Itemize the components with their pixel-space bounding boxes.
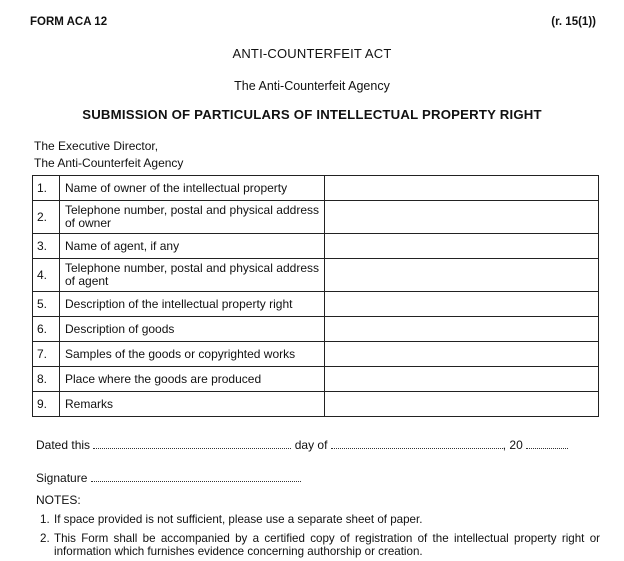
table-row xyxy=(33,367,599,392)
table-row xyxy=(33,342,599,367)
particulars-table xyxy=(32,175,599,417)
note-number: 1. xyxy=(40,513,50,526)
agency-title: The Anti-Counterfeit Agency xyxy=(234,79,390,93)
row-number: 2. xyxy=(33,201,60,234)
ip-right-description-field[interactable] xyxy=(325,292,599,317)
addressee-line-1: The Executive Director, xyxy=(34,139,159,153)
table-row xyxy=(33,176,599,201)
table-row xyxy=(33,234,599,259)
dated-year-field[interactable] xyxy=(526,440,568,449)
goods-description-field[interactable] xyxy=(325,317,599,342)
table-row xyxy=(33,259,599,292)
note-number: 2. xyxy=(40,532,50,545)
dated-label: Dated this xyxy=(36,438,91,452)
form-heading: SUBMISSION OF PARTICULARS OF INTELLECTUAL PROPERTY RIGHT xyxy=(82,107,542,122)
year-prefix: , 20 xyxy=(502,438,523,452)
notes-heading: NOTES: xyxy=(36,493,81,507)
signature-field[interactable] xyxy=(91,473,301,482)
row-label: Place where the goods are produced xyxy=(60,367,325,392)
samples-field[interactable] xyxy=(325,342,599,367)
row-label: Telephone number, postal and physical address of agent xyxy=(60,259,325,292)
signature-label: Signature xyxy=(36,471,88,485)
addressee-line-2: The Anti-Counterfeit Agency xyxy=(34,156,184,170)
row-label: Description of the intellectual property right xyxy=(60,292,325,317)
agent-name-field[interactable] xyxy=(325,234,599,259)
act-title: ANTI-COUNTERFEIT ACT xyxy=(232,46,392,61)
dated-line xyxy=(36,438,568,452)
row-number: 7. xyxy=(33,342,60,367)
note-text: This Form shall be accompanied by a certified copy of registration of the intellectual property right or information which furnishes evidence concerning authorship or creation. xyxy=(54,532,600,558)
owner-name-field[interactable] xyxy=(325,176,599,201)
table-row xyxy=(33,292,599,317)
row-label: Remarks xyxy=(60,392,325,417)
rule-reference: (r. 15(1)) xyxy=(551,16,596,28)
row-number: 5. xyxy=(33,292,60,317)
row-number: 6. xyxy=(33,317,60,342)
form-number: FORM ACA 12 xyxy=(30,16,108,28)
row-label: Name of owner of the intellectual property xyxy=(60,176,325,201)
row-label: Description of goods xyxy=(60,317,325,342)
day-of-label: day of xyxy=(294,438,328,452)
dated-month-field[interactable] xyxy=(331,440,503,449)
row-label: Samples of the goods or copyrighted works xyxy=(60,342,325,367)
row-number: 8. xyxy=(33,367,60,392)
row-number: 3. xyxy=(33,234,60,259)
row-number: 9. xyxy=(33,392,60,417)
row-number: 4. xyxy=(33,259,60,292)
table-row xyxy=(33,317,599,342)
dated-day-field[interactable] xyxy=(93,440,291,449)
row-label: Telephone number, postal and physical address of owner xyxy=(60,201,325,234)
remarks-field[interactable] xyxy=(325,392,599,417)
note-text: If space provided is not sufficient, please use a separate sheet of paper. xyxy=(54,513,423,526)
row-number: 1. xyxy=(33,176,60,201)
row-label: Name of agent, if any xyxy=(60,234,325,259)
production-place-field[interactable] xyxy=(325,367,599,392)
agent-address-field[interactable] xyxy=(325,259,599,292)
signature-line xyxy=(36,471,301,485)
table-row xyxy=(33,201,599,234)
table-row xyxy=(33,392,599,417)
owner-address-field[interactable] xyxy=(325,201,599,234)
